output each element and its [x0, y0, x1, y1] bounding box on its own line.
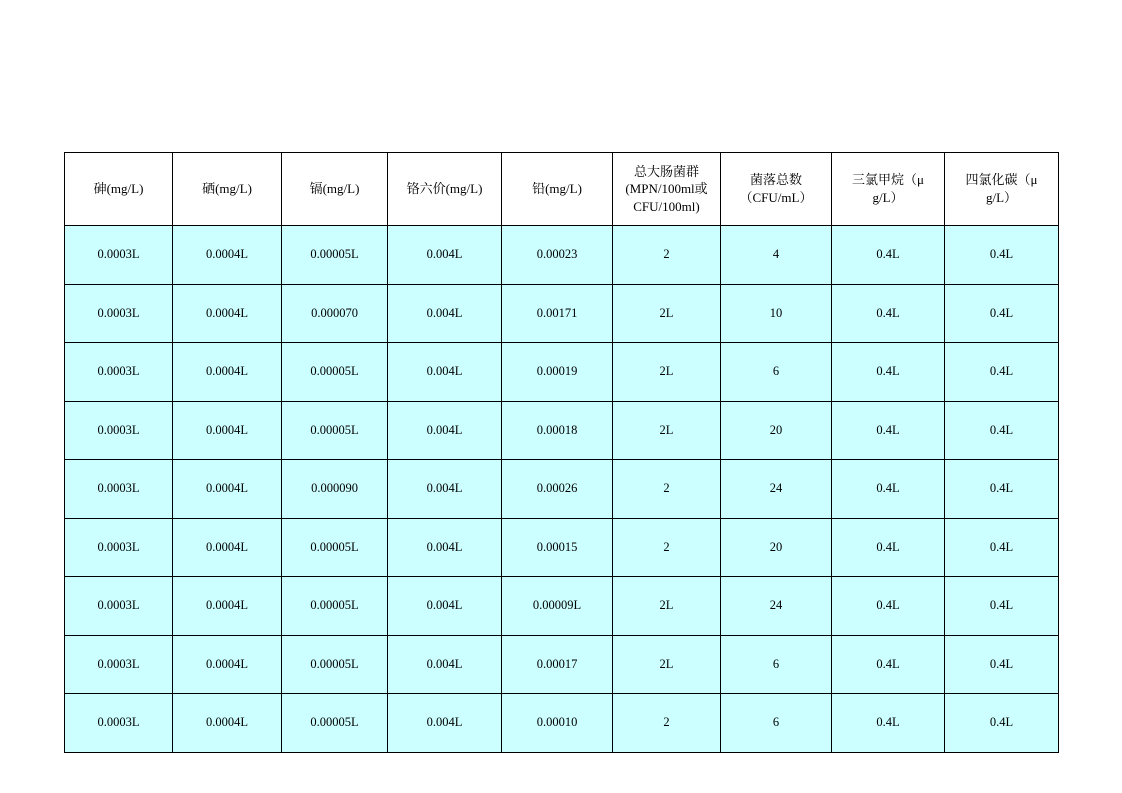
water-quality-table: [64, 152, 1059, 753]
column-header-7: [832, 153, 945, 226]
table-cell: 0.0004L: [173, 284, 282, 343]
table-cell: 0.4L: [832, 635, 945, 694]
table-cell: 0.4L: [832, 460, 945, 519]
table-cell: 2L: [613, 401, 721, 460]
table-cell: 0.00026: [502, 460, 613, 519]
table-cell: 0.0003L: [65, 518, 173, 577]
table-cell: 0.004L: [388, 343, 502, 402]
table-cell: 0.00005L: [282, 401, 388, 460]
table-row: [65, 460, 1059, 519]
table-row: [65, 694, 1059, 753]
table-cell: 0.4L: [832, 577, 945, 636]
table-cell: 0.004L: [388, 284, 502, 343]
table-cell: 0.00010: [502, 694, 613, 753]
table-cell: 0.0003L: [65, 460, 173, 519]
table-cell: 0.0004L: [173, 460, 282, 519]
table-cell: 0.4L: [832, 518, 945, 577]
table-cell: 0.00019: [502, 343, 613, 402]
table-cell: 6: [721, 343, 832, 402]
table-cell: 0.0004L: [173, 343, 282, 402]
table-cell: 0.0003L: [65, 343, 173, 402]
table-cell: 0.00015: [502, 518, 613, 577]
column-header-line: 硒(mg/L): [202, 181, 252, 197]
table-cell: 0.00171: [502, 284, 613, 343]
table-cell: 10: [721, 284, 832, 343]
table-cell: 0.4L: [945, 577, 1059, 636]
column-header-line: 镉(mg/L): [309, 181, 360, 197]
table-cell: 0.4L: [832, 284, 945, 343]
table-cell: 2L: [613, 577, 721, 636]
column-header-3: [388, 153, 502, 226]
table-cell: 6: [721, 635, 832, 694]
table-body: [65, 226, 1059, 753]
table-cell: 0.004L: [388, 226, 502, 285]
table-cell: 0.00005L: [282, 577, 388, 636]
table-cell: 0.0003L: [65, 694, 173, 753]
table-cell: 2L: [613, 343, 721, 402]
table-row: [65, 577, 1059, 636]
table-cell: 24: [721, 460, 832, 519]
table-cell: 0.0003L: [65, 577, 173, 636]
table-cell: 0.4L: [945, 460, 1059, 519]
table-cell: 0.00023: [502, 226, 613, 285]
column-header-line: g/L）: [872, 190, 904, 205]
column-header-line: 三氯甲烷（μ: [852, 172, 924, 188]
table-cell: 0.4L: [832, 694, 945, 753]
table-cell: 0.004L: [388, 694, 502, 753]
table-cell: 0.4L: [945, 518, 1059, 577]
table-cell: 0.4L: [832, 226, 945, 285]
table-cell: 0.000090: [282, 460, 388, 519]
column-header-line: 菌落总数: [749, 172, 802, 188]
table-cell: 0.0004L: [173, 518, 282, 577]
table-cell: 0.4L: [945, 694, 1059, 753]
table-row: [65, 226, 1059, 285]
table-cell: 0.00005L: [282, 635, 388, 694]
column-header-line: 总大肠菌群: [633, 163, 699, 179]
column-header-4: [502, 153, 613, 226]
table-cell: 0.4L: [945, 226, 1059, 285]
table-cell: 0.004L: [388, 460, 502, 519]
table-cell: 24: [721, 577, 832, 636]
table-cell: 0.00018: [502, 401, 613, 460]
table-cell: 0.0003L: [65, 401, 173, 460]
column-header-line: （CFU/mL）: [739, 190, 813, 205]
table-cell: 0.004L: [388, 518, 502, 577]
table-cell: 4: [721, 226, 832, 285]
table-cell: 0.4L: [945, 635, 1059, 694]
column-header-5: [613, 153, 721, 226]
table-cell: 0.004L: [388, 577, 502, 636]
table-cell: 0.00005L: [282, 518, 388, 577]
table-cell: 2L: [613, 284, 721, 343]
table-cell: 2: [613, 226, 721, 285]
column-header-1: [173, 153, 282, 226]
column-header-line: g/L）: [985, 190, 1018, 205]
water-quality-table-container: [64, 152, 1058, 753]
table-row: [65, 401, 1059, 460]
column-header-line: CFU/100ml): [633, 198, 700, 214]
table-cell: 0.4L: [832, 343, 945, 402]
column-header-line: (MPN/100ml或: [625, 181, 708, 197]
table-cell: 0.0004L: [173, 694, 282, 753]
table-cell: 2: [613, 694, 721, 753]
table-cell: 0.4L: [832, 401, 945, 460]
table-cell: 0.00005L: [282, 226, 388, 285]
table-cell: 0.00009L: [502, 577, 613, 636]
column-header-line: 铅(mg/L): [532, 181, 582, 197]
column-header-line: 铬六价(mg/L): [406, 181, 483, 197]
table-row: [65, 343, 1059, 402]
table-cell: 0.00005L: [282, 343, 388, 402]
table-header-row: [65, 153, 1059, 226]
column-header-2: [282, 153, 388, 226]
table-cell: 0.4L: [945, 343, 1059, 402]
column-header-line: 砷(mg/L): [93, 181, 144, 197]
table-cell: 0.0004L: [173, 226, 282, 285]
table-row: [65, 635, 1059, 694]
table-cell: 0.0003L: [65, 284, 173, 343]
table-cell: 2: [613, 518, 721, 577]
table-cell: 2: [613, 460, 721, 519]
table-cell: 0.0003L: [65, 226, 173, 285]
column-header-line: 四氯化碳（μ: [965, 172, 1038, 188]
table-row: [65, 284, 1059, 343]
table-cell: 6: [721, 694, 832, 753]
table-cell: 0.00017: [502, 635, 613, 694]
table-cell: 0.4L: [945, 401, 1059, 460]
table-cell: 0.0003L: [65, 635, 173, 694]
table-header: [65, 153, 1059, 226]
table-cell: 20: [721, 518, 832, 577]
column-header-6: [721, 153, 832, 226]
table-cell: 0.000070: [282, 284, 388, 343]
column-header-0: [65, 153, 173, 226]
table-cell: 0.0004L: [173, 635, 282, 694]
column-header-8: [945, 153, 1059, 226]
table-cell: 0.4L: [945, 284, 1059, 343]
table-cell: 0.004L: [388, 401, 502, 460]
table-cell: 0.0004L: [173, 577, 282, 636]
table-cell: 2L: [613, 635, 721, 694]
table-cell: 0.00005L: [282, 694, 388, 753]
table-cell: 0.004L: [388, 635, 502, 694]
table-cell: 0.0004L: [173, 401, 282, 460]
table-cell: 20: [721, 401, 832, 460]
table-row: [65, 518, 1059, 577]
